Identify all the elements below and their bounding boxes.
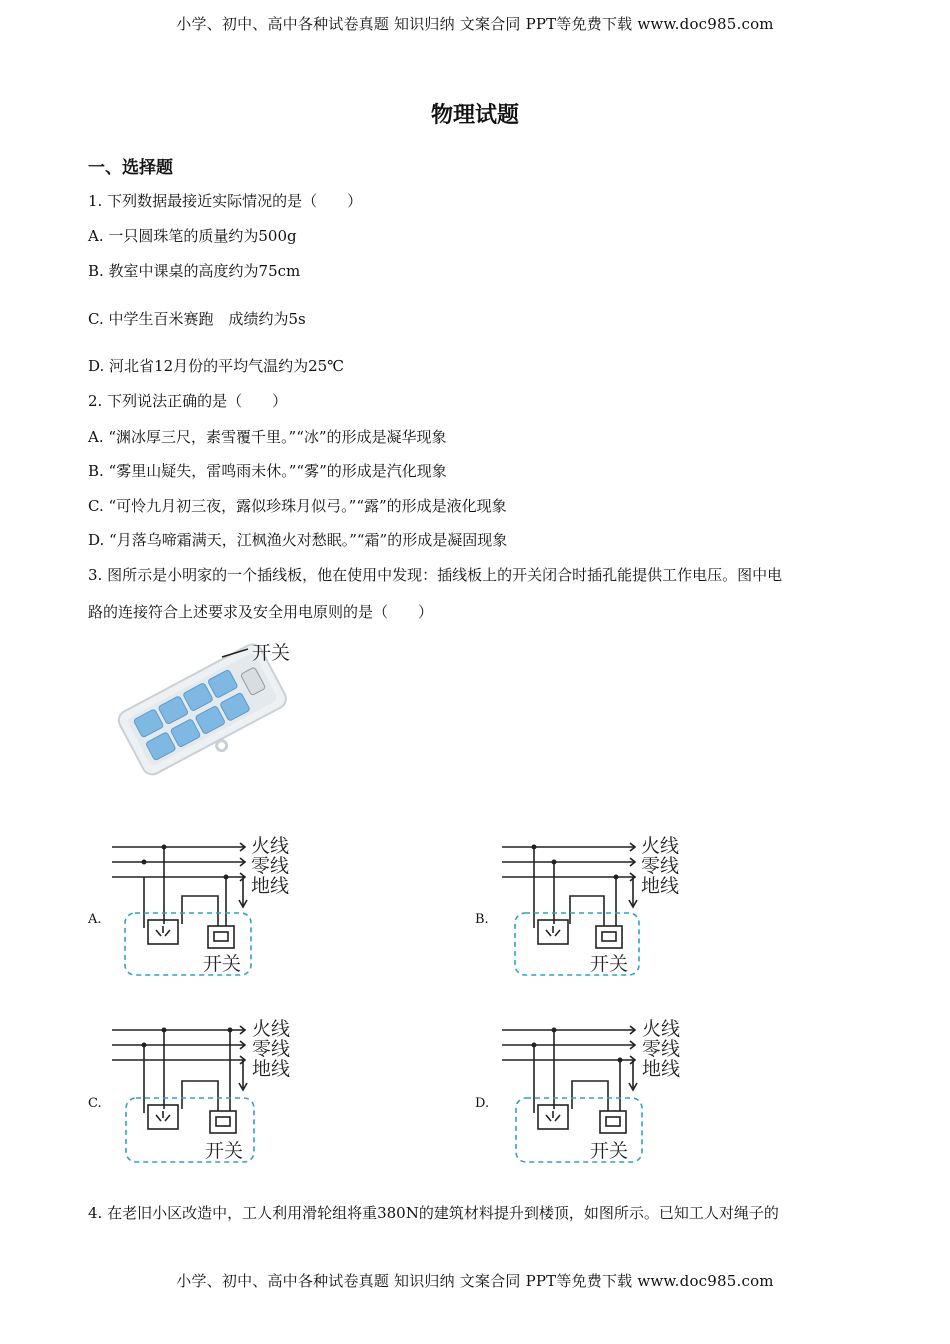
q3-stem-line2: 路的连接符合上述要求及安全用电原则的是（ ） bbox=[88, 603, 434, 621]
live-wire-label: 火线 bbox=[251, 835, 290, 857]
q3-option-b-label: B. bbox=[475, 912, 489, 927]
circuit-diagram-b bbox=[500, 830, 700, 980]
section-heading: 一、选择题 bbox=[88, 158, 173, 178]
q2-option-c: C. “可怜九月初三夜，露似珍珠月似弓。”“露”的形成是液化现象 bbox=[88, 497, 507, 515]
q3-stem-line1: 3. 图所示是小明家的一个插线板，他在使用中发现：插线板上的开关闭合时插孔能提供工作电压。图中电 bbox=[88, 566, 783, 584]
neutral-wire-label: 零线 bbox=[641, 855, 680, 877]
ground-wire-label: 地线 bbox=[252, 1058, 291, 1080]
circuit-diagram-c bbox=[110, 1015, 310, 1165]
page-header: 小学、初中、高中各种试卷真题 知识归纳 文案合同 PPT等免费下载 www.doc985.com bbox=[176, 15, 774, 33]
q1-option-c: C. 中学生百米赛跑 成绩约为5s bbox=[88, 310, 306, 328]
q4-stem: 4. 在老旧小区改造中，工人利用滑轮组将重380N的建筑材料提升到楼顶，如图所示。已知工人对绳子的 bbox=[88, 1204, 779, 1222]
ground-wire-label: 地线 bbox=[642, 1058, 681, 1080]
live-wire-label: 火线 bbox=[641, 835, 680, 857]
switch-label: 开关 bbox=[203, 953, 242, 975]
live-wire-label: 火线 bbox=[642, 1018, 681, 1040]
neutral-wire-label: 零线 bbox=[642, 1038, 681, 1060]
switch-label: 开关 bbox=[252, 642, 291, 664]
q2-option-d: D. “月落乌啼霜满天，江枫渔火对愁眠。”“霜”的形成是凝固现象 bbox=[88, 531, 508, 549]
q1-option-b: B. 教室中课桌的高度约为75cm bbox=[88, 262, 301, 280]
switch-label: 开关 bbox=[205, 1140, 244, 1162]
q1-option-a: A. 一只圆珠笔的质量约为500g bbox=[88, 227, 297, 245]
q3-option-a-label: A. bbox=[88, 912, 102, 927]
circuit-diagram-d bbox=[500, 1015, 700, 1165]
q3-option-c-label: C. bbox=[88, 1096, 102, 1111]
page-title: 物理试题 bbox=[430, 103, 519, 128]
ground-wire-label: 地线 bbox=[251, 875, 290, 897]
live-wire-label: 火线 bbox=[252, 1018, 291, 1040]
power-strip-figure bbox=[110, 635, 310, 755]
circuit-diagram-a bbox=[110, 830, 310, 980]
ground-wire-label: 地线 bbox=[641, 875, 680, 897]
q1-option-d: D. 河北省12月份的平均气温约为25℃ bbox=[88, 357, 344, 375]
q2-option-b: B. “雾里山疑失，雷鸣雨未休。”“雾”的形成是汽化现象 bbox=[88, 462, 447, 480]
q2-option-a: A. “渊冰厚三尺，素雪覆千里。”“冰”的形成是凝华现象 bbox=[88, 428, 447, 446]
neutral-wire-label: 零线 bbox=[252, 1038, 291, 1060]
switch-label: 开关 bbox=[590, 1140, 629, 1162]
q3-option-d-label: D. bbox=[475, 1096, 490, 1111]
page-footer: 小学、初中、高中各种试卷真题 知识归纳 文案合同 PPT等免费下载 www.doc985.com bbox=[176, 1272, 774, 1290]
q1-stem: 1. 下列数据最接近实际情况的是（ ） bbox=[88, 192, 363, 210]
q2-stem: 2. 下列说法正确的是（ ） bbox=[88, 392, 288, 410]
switch-label: 开关 bbox=[590, 953, 629, 975]
neutral-wire-label: 零线 bbox=[251, 855, 290, 877]
